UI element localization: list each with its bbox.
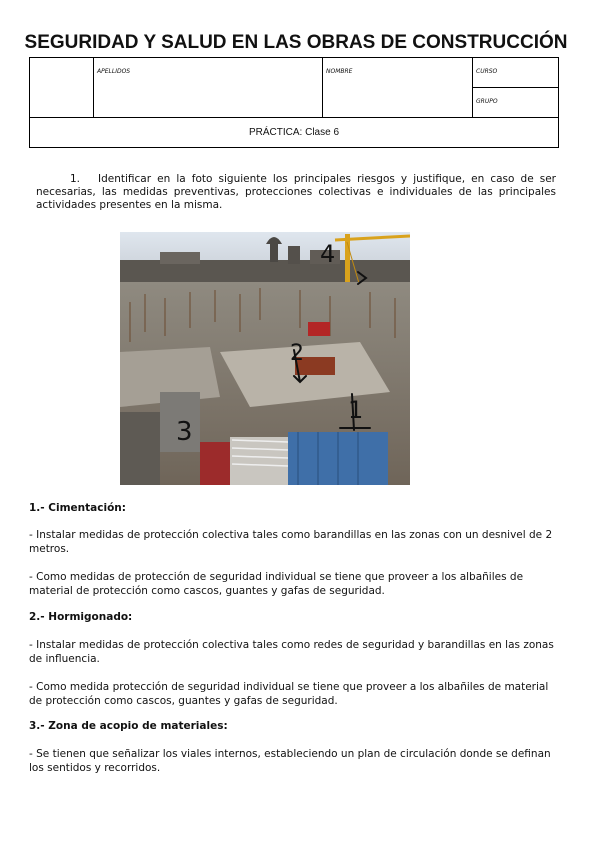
curso-label: CURSO	[476, 68, 498, 75]
photo-marker-3: 3	[176, 417, 193, 447]
apellidos-label: APELLIDOS	[97, 68, 131, 75]
section-1-paragraph-2: - Como medidas de protección de seguridad individual se tiene que proveer a los albañiles de material de protección como cascos, guantes y gafas de seguridad.	[29, 571, 524, 597]
curso-field[interactable]	[473, 58, 559, 88]
question-text: Identificar en la foto siguiente los principales riesgos y justifique, en caso de ser necesarias, las medidas preventivas, protecciones colectivas e individuales de las principales actividades presentes en la misma.	[36, 173, 556, 211]
apellidos-field[interactable]	[94, 58, 323, 118]
practica-cell: PRÁCTICA: Clase 6	[30, 118, 559, 148]
section-2-heading: 2.- Hormigonado:	[29, 611, 133, 623]
section-3-heading: 3.- Zona de acopio de materiales:	[29, 720, 228, 732]
photo-marker-2: 2	[290, 341, 304, 366]
section-3-paragraph-1: - Se tienen que señalizar los viales internos, estableciendo un plan de circulación donde se definan los sentidos y recorridos.	[29, 748, 551, 774]
nombre-field[interactable]	[323, 58, 473, 118]
photo-marker-1: 1	[348, 396, 364, 424]
construction-photo-illustration	[120, 232, 410, 485]
question-1	[36, 173, 556, 212]
construction-site-photo	[120, 232, 410, 485]
document-title: SEGURIDAD Y SALUD EN LAS OBRAS DE CONSTRUCCIÓN	[24, 32, 568, 53]
grupo-label: GRUPO	[476, 98, 498, 105]
section-2-paragraph-1: - Instalar medidas de protección colectiva tales como redes de seguridad y barandillas en las zonas de influencia.	[29, 639, 554, 665]
grupo-field[interactable]	[473, 88, 559, 118]
section-1-heading: 1.- Cimentación:	[29, 502, 126, 514]
blank-cell	[30, 58, 94, 118]
section-1-paragraph-1: - Instalar medidas de protección colectiva tales como barandillas en las zonas con un desnivel de 2 metros.	[29, 529, 553, 555]
section-2-paragraph-2: - Como medida protección de seguridad individual se tiene que proveer a los albañiles de material de protección como cascos, guantes y gafas de seguridad.	[29, 681, 549, 707]
nombre-label: NOMBRE	[326, 68, 353, 75]
photo-marker-4: 4	[320, 240, 336, 268]
question-number: 1.	[70, 173, 81, 185]
student-info-table	[29, 57, 559, 148]
